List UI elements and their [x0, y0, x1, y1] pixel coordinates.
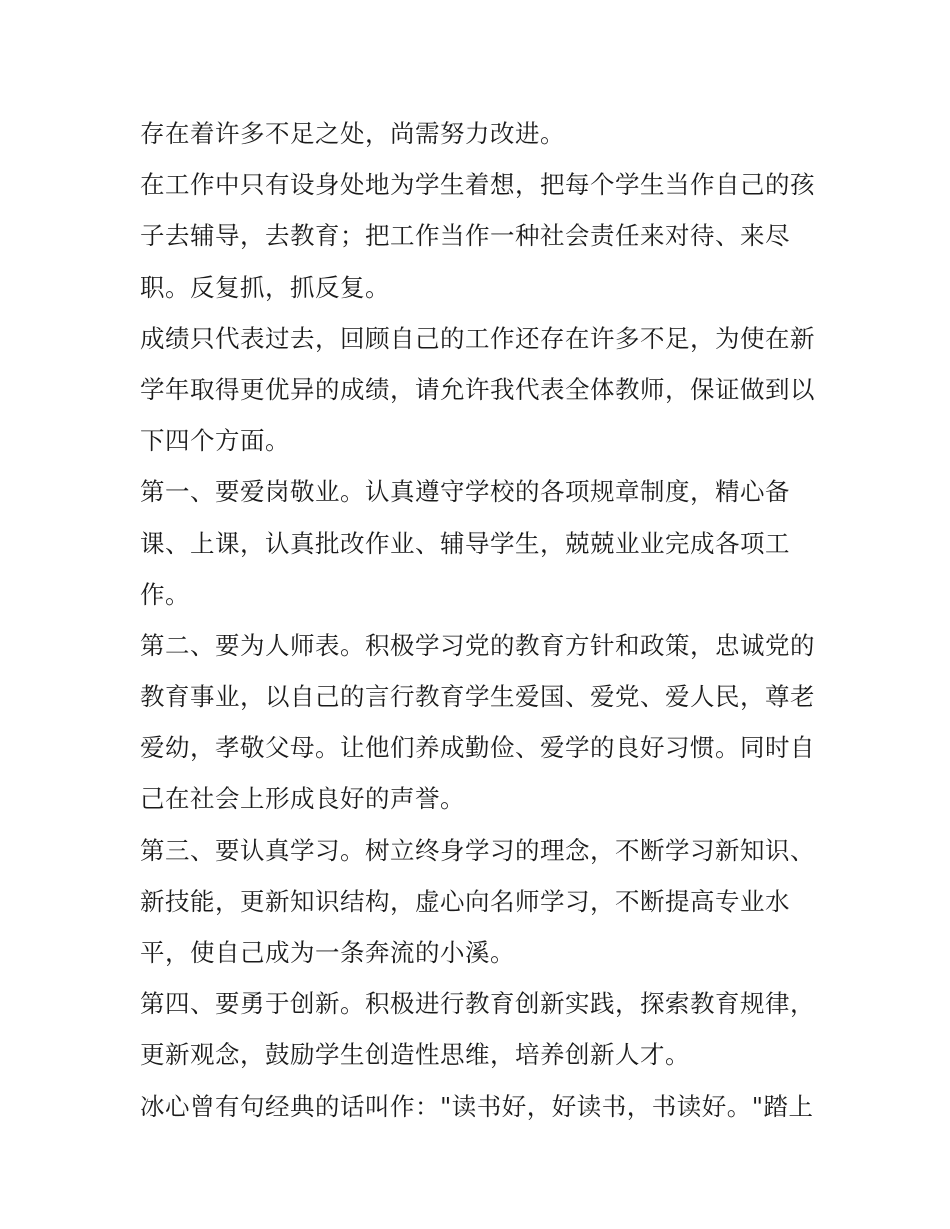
text-line: 作。 — [140, 579, 190, 609]
text-line: 平，使自己成为一条奔流的小溪。 — [140, 938, 515, 967]
text-line: 第三、要认真学习。树立终身学习的理念，不断学习新知识、 — [140, 835, 815, 865]
text-line: 教育事业，以自己的言行教育学生爱国、爱党、爱人民，尊老 — [140, 682, 815, 712]
text-line: 成绩只代表过去，回顾自己的工作还存在许多不足，为使在新 — [140, 323, 815, 353]
text-line: 存在着许多不足之处，尚需努力改进。 — [140, 119, 565, 148]
text-line: 更新观念，鼓励学生创造性思维，培养创新人才。 — [140, 1040, 690, 1070]
text-line: 第二、要为人师表。积极学习党的教育方针和政策，忠诚党的 — [140, 630, 815, 660]
text-line: 爱幼，孝敬父母。让他们养成勤俭、爱学的良好习惯。同时自 — [140, 733, 815, 763]
text-line: 课、上课，认真批改作业、辅导学生，兢兢业业完成各项工 — [140, 528, 790, 558]
text-line: 子去辅导，去教育；把工作当作一种社会责任来对待、来尽 — [140, 221, 790, 251]
document-page — [140, 108, 820, 1132]
text-line: 在工作中只有设身处地为学生着想，把每个学生当作自己的孩 — [140, 170, 815, 200]
text-line: 第一、要爱岗敬业。认真遵守学校的各项规章制度，精心备 — [140, 477, 790, 507]
text-line: 冰心曾有句经典的话叫作："读书好，好读书，书读好。"踏上 — [140, 1091, 814, 1121]
text-line: 职。反复抓，抓反复。 — [140, 272, 390, 302]
text-line: 第四、要勇于创新。积极进行教育创新实践，探索教育规律， — [140, 989, 815, 1019]
text-line: 新技能，更新知识结构，虚心向名师学习，不断提高专业水 — [140, 886, 790, 916]
text-line: 下四个方面。 — [140, 426, 290, 456]
text-line: 学年取得更优异的成绩，请允许我代表全体教师，保证做到以 — [140, 374, 815, 404]
text-line: 己在社会上形成良好的声誉。 — [140, 784, 465, 814]
